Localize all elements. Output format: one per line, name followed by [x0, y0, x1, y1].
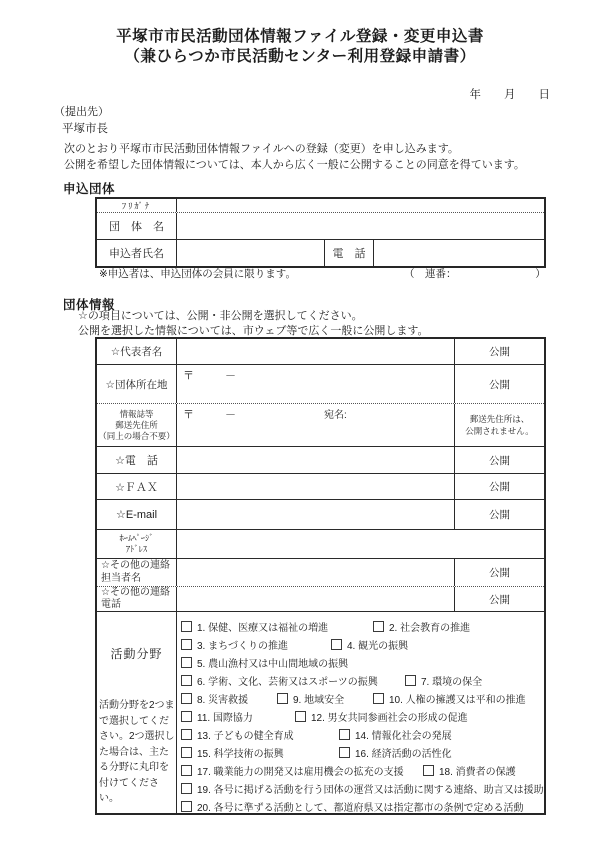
activity-option-11[interactable]: 11. 国際協力 — [181, 709, 253, 724]
activity-option-17[interactable]: 17. 職業能力の開発又は雇用機会の拡充の支援 — [181, 763, 404, 778]
checkbox-icon[interactable] — [339, 729, 350, 740]
table-row — [97, 587, 544, 612]
activity-row — [177, 653, 544, 671]
other-contact-name-label: ☆その他の連絡 担当者名 — [97, 559, 177, 586]
phone-public-choice[interactable]: 公開 — [454, 447, 544, 473]
activity-field-title: 活動分野 — [110, 647, 163, 661]
recipient-label: （提出先） — [54, 106, 109, 118]
group-info-note1: ☆の項目については、公開・非公開を選択してください。 — [78, 310, 363, 322]
group-address-label: ☆団体所在地 — [97, 365, 177, 403]
checkbox-icon[interactable] — [181, 639, 192, 650]
address-public-choice[interactable]: 公開 — [454, 365, 544, 403]
postal-dash: － — [225, 370, 236, 382]
checkbox-icon[interactable] — [277, 693, 288, 704]
activity-field-instruction: 活動分野を2つまで選択してください。2つ選択した場合は、主たる分野に丸印を付けてください。 — [99, 700, 175, 804]
intro-line2: 公開を希望した団体情報については、本人から広く一般に公開することの同意を得ています。 — [64, 158, 525, 171]
other-contact-name-public-choice[interactable]: 公開 — [454, 559, 544, 586]
checkbox-icon[interactable] — [181, 747, 192, 758]
postal-mark: 〒 — [183, 370, 194, 382]
checkbox-icon[interactable] — [181, 657, 192, 668]
serial-number-note: （ 連番： ） — [404, 268, 546, 280]
form-title-line2: （兼ひらつか市民活動センター利用登録申請書） — [124, 48, 476, 65]
email-label: ☆E-mail — [97, 500, 177, 529]
activity-row — [177, 689, 544, 707]
checkbox-icon[interactable] — [181, 711, 192, 722]
checkbox-icon[interactable] — [295, 711, 306, 722]
activity-checkbox-area — [177, 612, 544, 813]
other-contact-phone-label: ☆その他の連絡 電話 — [97, 587, 177, 611]
activity-option-6[interactable]: 6. 学術、文化、芸術又はスポーツの振興 — [181, 673, 378, 688]
checkbox-icon[interactable] — [181, 783, 192, 794]
table-row — [97, 404, 544, 447]
addressee-label: 宛名: — [324, 410, 347, 421]
activity-row — [177, 761, 544, 779]
table-row — [97, 447, 544, 474]
activity-option-5[interactable]: 5. 農山漁村又は中山間地域の振興 — [181, 655, 348, 670]
furigana-input-cell[interactable] — [177, 199, 544, 212]
applicant-table — [95, 197, 546, 268]
applicant-section-heading: 申込団体 — [63, 182, 116, 196]
table-row — [97, 213, 544, 240]
fax-label: ☆ＦＡＸ — [97, 474, 177, 499]
table-row — [97, 530, 544, 559]
checkbox-icon[interactable] — [181, 621, 192, 632]
checkbox-icon[interactable] — [181, 729, 192, 740]
group-info-section-heading: 団体情報 — [63, 298, 116, 312]
table-row — [97, 500, 544, 530]
activity-option-18[interactable]: 18. 消費者の保護 — [423, 763, 516, 778]
checkbox-icon[interactable] — [181, 765, 192, 776]
other-contact-phone-public-choice[interactable]: 公開 — [454, 587, 544, 611]
homepage-label: ﾎｰﾑﾍﾟｰｼﾞ ｱﾄﾞﾚｽ — [97, 530, 177, 558]
activity-option-14[interactable]: 14. 情報化社会の発展 — [339, 727, 452, 742]
group-info-table — [95, 337, 546, 815]
fax-public-choice[interactable]: 公開 — [454, 474, 544, 499]
other-contact-phone-input-cell[interactable] — [177, 587, 454, 611]
applicant-phone-label: 電 話 — [324, 240, 374, 266]
form-title-line1: 平塚市市民活動団体情報ファイル登録・変更申込書 — [116, 28, 484, 45]
table-row — [97, 474, 544, 500]
checkbox-icon[interactable] — [373, 621, 384, 632]
activity-option-9[interactable]: 9. 地域安全 — [277, 691, 344, 706]
phone-label: ☆電 話 — [97, 447, 177, 473]
group-name-input-cell[interactable] — [177, 213, 544, 239]
recipient-name: 平塚市長 — [62, 123, 108, 135]
table-row — [97, 365, 544, 404]
checkbox-icon[interactable] — [405, 675, 416, 686]
group-info-notes — [78, 309, 428, 338]
activity-option-19[interactable]: 19. 各号に掲げる活動を行う団体の運営又は活動に関する連絡、助言又は援助 — [181, 781, 544, 796]
activity-option-16[interactable]: 16. 経済活動の活性化 — [339, 745, 452, 760]
table-row — [97, 339, 544, 365]
activity-row — [177, 779, 544, 797]
table-row — [97, 559, 544, 587]
checkbox-icon[interactable] — [181, 675, 192, 686]
email-public-choice[interactable]: 公開 — [454, 500, 544, 529]
activity-row — [177, 725, 544, 743]
mailing-address-label: 情報誌等 郵送先住所 （同上の場合不要） — [97, 404, 177, 446]
activity-row — [177, 707, 544, 725]
activity-option-4[interactable]: 4. 観光の振興 — [331, 637, 408, 652]
activity-option-7[interactable]: 7. 環境の保全 — [405, 673, 482, 688]
group-address-input-cell[interactable] — [177, 365, 454, 403]
applicant-name-input-cell[interactable] — [177, 240, 324, 266]
postal-mark: 〒 — [183, 409, 194, 421]
mailing-not-public-note: 郵送先住所は、 公開されません。 — [454, 404, 544, 446]
activity-row — [177, 671, 544, 689]
postal-dash: － — [225, 409, 236, 421]
activity-row — [177, 743, 544, 761]
fax-input-cell[interactable] — [177, 474, 454, 499]
furigana-label: ﾌﾘｶﾞﾅ — [97, 199, 177, 212]
activity-option-2[interactable]: 2. 社会教育の推進 — [373, 619, 470, 634]
applicant-phone-input-cell[interactable] — [374, 240, 542, 266]
other-contact-name-input-cell[interactable] — [177, 559, 454, 586]
activity-option-10[interactable]: 10. 人権の擁護又は平和の推進 — [373, 691, 526, 706]
representative-input-cell[interactable] — [177, 339, 454, 364]
representative-public-choice[interactable]: 公開 — [454, 339, 544, 364]
email-input-cell[interactable] — [177, 500, 454, 529]
checkbox-icon[interactable] — [331, 639, 342, 650]
date-fields[interactable]: 年 月 日 — [469, 89, 550, 101]
representative-label: ☆代表者名 — [97, 339, 177, 364]
group-info-note2: 公開を選択した情報については、市ウェブ等で広く一般に公開します。 — [78, 324, 429, 337]
activity-option-12[interactable]: 12. 男女共同参画社会の形成の促進 — [295, 709, 468, 724]
checkbox-icon[interactable] — [423, 765, 434, 776]
intro-line1: 次のとおり平塚市市民活動団体情報ファイルへの登録（変更）を申し込みます。 — [64, 143, 459, 155]
activity-field-label-cell — [97, 612, 177, 813]
activity-option-1[interactable]: 1. 保健、医療又は福祉の増進 — [181, 619, 328, 634]
mailing-address-input-cell[interactable] — [177, 404, 454, 446]
activity-option-8[interactable]: 8. 災害救援 — [181, 691, 248, 706]
homepage-input-cell[interactable] — [177, 530, 544, 558]
form-title — [0, 27, 600, 67]
intro-text — [64, 142, 525, 173]
checkbox-icon[interactable] — [339, 747, 350, 758]
checkbox-icon[interactable] — [181, 693, 192, 704]
activity-option-15[interactable]: 15. 科学技術の振興 — [181, 745, 284, 760]
activity-field-row — [97, 612, 544, 813]
checkbox-icon[interactable] — [181, 801, 192, 812]
activity-option-13[interactable]: 13. 子どもの健全育成 — [181, 727, 294, 742]
applicant-name-label: 申込者氏名 — [97, 240, 177, 266]
table-row — [97, 199, 544, 213]
table-row — [97, 240, 544, 266]
activity-row — [177, 797, 544, 815]
activity-row — [177, 635, 544, 653]
activity-option-20[interactable]: 20. 各号に準ずる活動として、都道府県又は指定都市の条例で定める活動 — [181, 799, 523, 814]
group-name-label: 団 体 名 — [97, 213, 177, 239]
checkbox-icon[interactable] — [373, 693, 384, 704]
phone-input-cell[interactable] — [177, 447, 454, 473]
activity-option-3[interactable]: 3. まちづくりの推進 — [181, 637, 288, 652]
member-restriction-note: ※申込者は、申込団体の会員に限ります。 — [99, 268, 296, 280]
activity-row — [177, 617, 544, 635]
